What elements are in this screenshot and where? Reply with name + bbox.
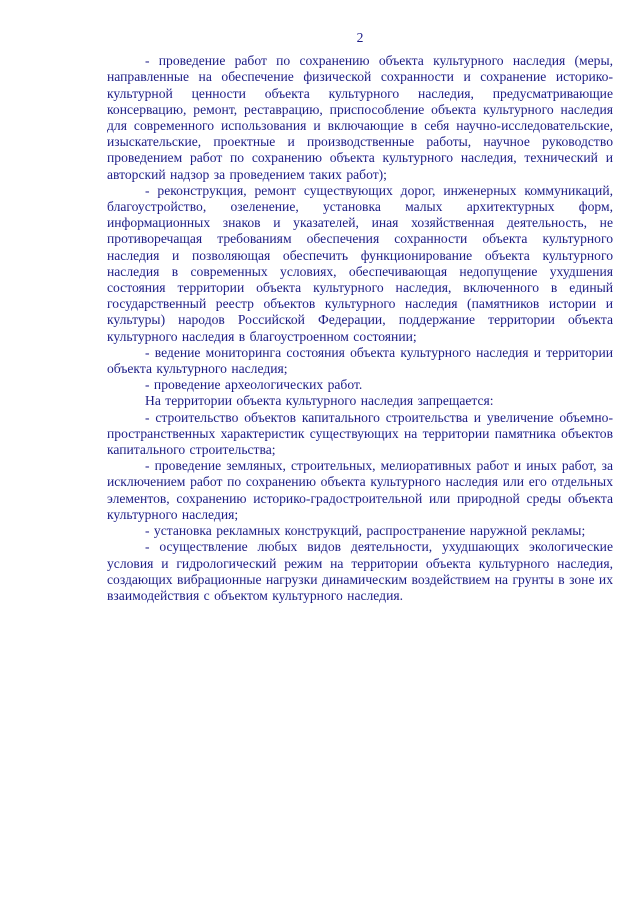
page-text-block: [107, 30, 613, 604]
paragraph: - реконструкция, ремонт существующих дорог, инженерных коммуникаций, благоустройство, озеленение, установка малых архитектурных форм, информационных знаков и указателей, иная хозяйственная деятельность, не противоречащая требованиям обеспечения сохранности объекта культурного наследия и позволяющая обеспечить функционирование объекта культурного наследия в современных условиях, обеспечивающая недопущение ухудшения состояния территории объекта культурного наследия, включенного в единый государственный реестр объектов культурного наследия (памятников истории и культуры) народов Российской Федерации, поддержание территории объекта культурного наследия в благоустроенном состоянии;: [107, 182, 613, 344]
paragraph: На территории объекта культурного наследия запрещается:: [145, 393, 494, 409]
paragraph: - строительство объектов капитального строительства и увеличение объемно-пространственных характеристик существующих на территории памятника объектов капитального строительства;: [107, 409, 613, 458]
paragraph: - ведение мониторинга состояния объекта культурного наследия и территории объекта культурного наследия;: [107, 344, 613, 377]
document-body: [107, 53, 613, 604]
paragraph: - проведение земляных, строительных, мелиоративных работ и иных работ, за исключением работ по сохранению объекта культурного наследия или его отдельных элементов, сохранению историко-градостроительной или природной среды объекта культурного наследия;: [107, 458, 613, 522]
paragraph: - осуществление любых видов деятельности, ухудшающих экологические условия и гидрологический режим на территории объекта культурного наследия, создающих вибрационные нагрузки динамическим воздействием на грунты в зоне их взаимодействия с объектом культурного наследия.: [107, 539, 613, 603]
paragraph: - установка рекламных конструкций, распространение наружной рекламы;: [145, 523, 586, 539]
paragraph: - проведение археологических работ.: [145, 377, 363, 393]
page-number: 2: [356, 30, 364, 45]
paragraph: - проведение работ по сохранению объекта культурного наследия (меры, направленные на обеспечение физической сохранности и сохранение историко-культурной ценности объекта культурного наследия, предусматривающие консервацию, ремонт, реставрацию, приспособление объекта культурного наследия для современного использования и включающие в себя научно-исследовательские, изыскательские, проектные и производственные работы, научное руководство проведением работ по сохранению объекта культурного наследия, технический и авторский надзор за проведением таких работ);: [107, 53, 613, 182]
